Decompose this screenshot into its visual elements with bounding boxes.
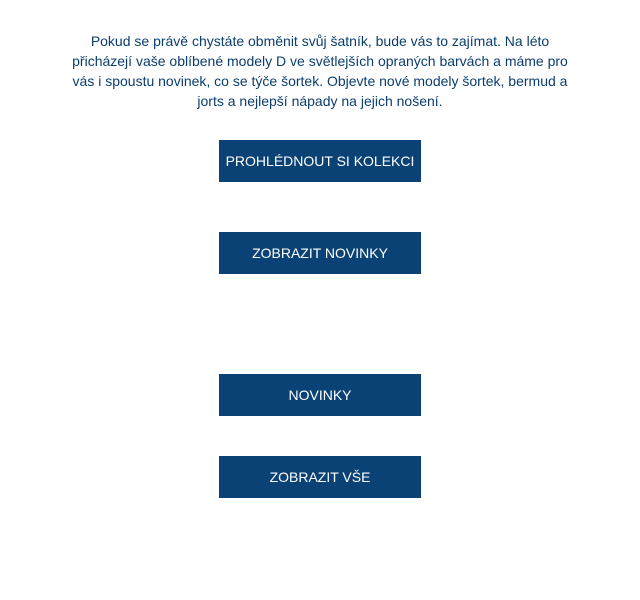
new-arrivals-button[interactable]: NOVINKY (219, 374, 421, 416)
intro-paragraph: Pokud se právě chystáte obměnit svůj šatník, bude vás to zajímat. Na léto přicházejí vaše oblíbené modely D ve světlejších opraných barvách a máme pro vás i spoustu novinek, co se týče šortek. Objevte nové modely šortek, bermud a jorts a nejlepší nápady na jejich nošení. (72, 33, 568, 109)
show-all-button[interactable]: ZOBRAZIT VŠE (219, 456, 421, 498)
show-new-arrivals-button[interactable]: ZOBRAZIT NOVINKY (219, 232, 421, 274)
view-collection-button[interactable]: PROHLÉDNOUT SI KOLEKCI (219, 140, 421, 182)
